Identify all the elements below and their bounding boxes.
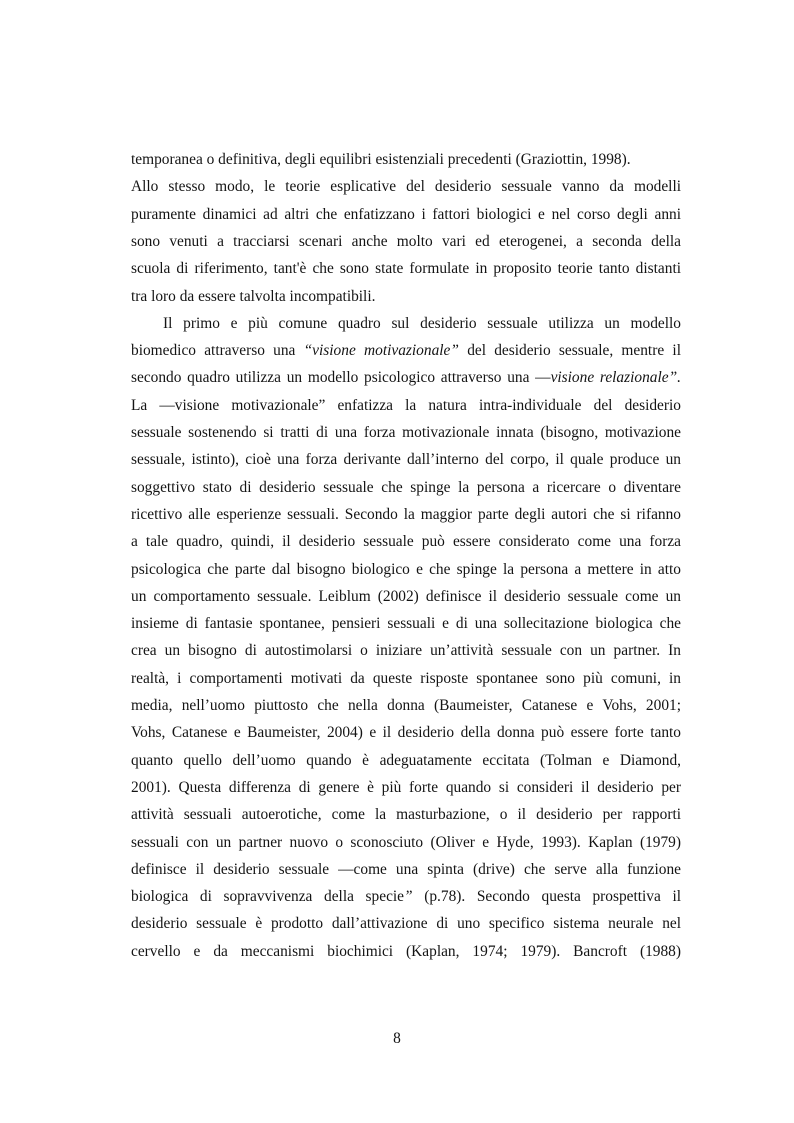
text-line: psicologica che parte dal bisogno biologico e che spinge la persona a mettere in atto [131,560,681,578]
italic-segment: “visione motivazionale” [303,342,459,360]
text-line: tra loro da essere talvolta incompatibili. [131,287,376,305]
text-segment: secondo quadro utilizza un modello psicologico attraverso una [131,369,536,387]
text-line: Allo stesso modo, le teorie esplicative del desiderio sessuale vanno da modelli [131,178,681,196]
italic-segment: ” [404,888,413,906]
text-line: un comportamento sessuale. Leiblum (2002) definisce il desiderio sessuale come un [131,587,681,605]
text-line: Vohs, Catanese e Baumeister, 2004) e il desiderio della donna può essere forte tanto [131,724,681,742]
text-line: definisce il desiderio sessuale ―come una spinta (drive) che serve alla funzione [131,860,681,878]
text-line: sono venuti a tracciarsi scenari anche molto vari ed eterogenei, a seconda della [131,232,681,250]
text-segment: (p.78). Secondo questa prospettiva il [412,888,681,906]
italic-segment: ―visione relazionale”. [535,369,681,387]
text-line: temporanea o definitiva, degli equilibri esistenziali precedenti (Graziottin, 1998). [131,151,631,168]
text-line: Il primo e più comune quadro sul desiderio sessuale utilizza un modello [163,314,681,332]
text-line: ricettivo alle esperienze sessuali. Secondo la maggior parte degli autori che si rifanno [131,505,681,523]
text-segment: biologica di sopravvivenza della specie [131,888,405,906]
page-number: 8 [393,1030,401,1047]
text-line: sessuale sostenendo si tratti di una forza motivazionale innata (bisogno, motivazione [131,424,681,441]
text-line: 2001). Questa differenza di genere è più forte quando si consideri il desiderio per [131,778,681,796]
text-line: La ―visione motivazionale” enfatizza la natura intra-individuale del desiderio [131,396,681,414]
text-line [131,368,681,388]
text-line: a tale quadro, quindi, il desiderio sessuale può essere considerato come una forza [131,533,681,551]
text-line: realtà, i comportamenti motivati da queste risposte spontanee sono più comuni, in [131,669,681,687]
text-line [131,341,681,361]
text-segment: biomedico attraverso una [131,342,304,360]
text-line: sessuali con un partner nuovo o sconosciuto (Oliver e Hyde, 1993). Kaplan (1979) [131,833,681,851]
text-line [131,887,681,907]
text-line: insieme di fantasie spontanee, pensieri sessuali e di una sollecitazione biologica che [131,615,681,633]
text-line: media, nell’uomo piuttosto che nella donna (Baumeister, Catanese e Vohs, 2001; [131,697,681,714]
text-segment: del desiderio sessuale, mentre il [458,342,681,360]
text-line: crea un bisogno di autostimolarsi o iniziare un’attività sessuale con un partner. In [131,642,681,660]
text-line: desiderio sessuale è prodotto dall’attivazione di uno specifico sistema neurale nel [131,915,681,933]
text-line: sessuale, istinto), cioè una forza derivante dall’interno del corpo, il quale produce un [131,451,681,469]
text-line: puramente dinamici ad altri che enfatizzano i fattori biologici e nel corso degli anni [131,205,681,223]
text-line: scuola di riferimento, tant'è che sono state formulate in proposito teorie tanto distanti [131,260,681,278]
text-line: soggettivo stato di desiderio sessuale che spinge la persona a ricercare o diventare [131,478,681,496]
text-line: quanto quello dell’uomo quando è adeguatamente eccitata (Tolman e Diamond, [131,751,681,769]
text-line: cervello e da meccanismi biochimici (Kaplan, 1974; 1979). Bancroft (1988) [131,942,681,960]
text-line: attività sessuali autoerotiche, come la masturbazione, o il desiderio per rapporti [131,806,681,824]
